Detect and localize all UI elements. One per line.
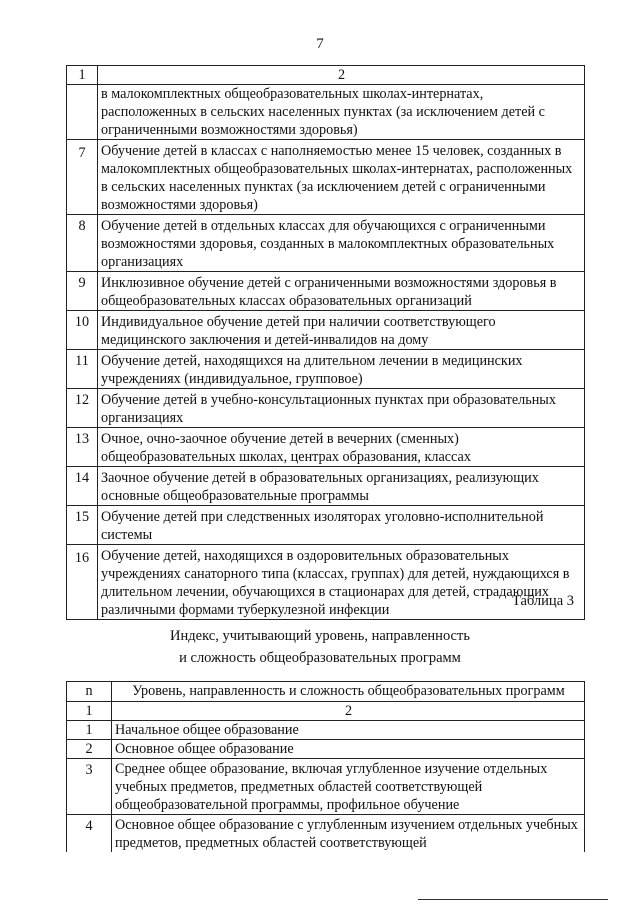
row-text: Обучение детей в учебно-консультационных пунктах при образовательных организациях — [98, 389, 585, 428]
page-number: 7 — [316, 36, 324, 52]
table-label: Таблица 3 — [511, 593, 574, 609]
column-number-2: 2 — [112, 702, 585, 721]
row-number: 15 — [67, 506, 98, 545]
table-title-line: и сложность общеобразовательных программ — [179, 650, 461, 666]
column-number-2: 2 — [98, 66, 585, 85]
row-number: 1 — [67, 721, 112, 740]
row-number: 2 — [67, 740, 112, 759]
table-title — [0, 625, 640, 669]
table-row — [67, 815, 585, 853]
footer-rule — [418, 899, 608, 900]
table-row — [67, 389, 585, 428]
table-header-row — [67, 682, 585, 702]
row-number — [67, 85, 98, 140]
row-number: 7 — [67, 140, 98, 215]
row-text: Обучение детей, находящихся в оздоровительных образовательных учреждениях санаторного типа (классах, группах) для детей, нуждающихся в длительном лечении, обучающихся в стационарах для детей, страдающих различными формами туберкулезной инфекции — [98, 545, 585, 620]
row-number: 4 — [67, 815, 112, 853]
row-text: Инклюзивное обучение детей с ограниченными возможностями здоровья в общеобразовательных классах образовательных организаций — [98, 272, 585, 311]
row-text: Начальное общее образование — [112, 721, 585, 740]
table-row — [67, 721, 585, 740]
table-row — [67, 140, 585, 215]
table-row — [67, 350, 585, 389]
table-title-line: Индекс, учитывающий уровень, направленность — [170, 628, 470, 644]
table-row — [67, 272, 585, 311]
row-text: Основное общее образование с углубленным изучением отдельных учебных предметов, предметных областей соответствующей — [112, 815, 585, 853]
row-number: 14 — [67, 467, 98, 506]
row-number: 10 — [67, 311, 98, 350]
table-row — [67, 506, 585, 545]
row-text: Очное, очно-заочное обучение детей в вечерних (сменных) общеобразовательных школах, центрах образования, классах — [98, 428, 585, 467]
row-number: 3 — [67, 759, 112, 815]
table-row — [67, 545, 585, 620]
table-row — [67, 428, 585, 467]
program-levels-table — [66, 681, 585, 852]
programs-table — [66, 65, 585, 620]
row-number: 8 — [67, 215, 98, 272]
column-numbers-row — [67, 702, 585, 721]
row-text: Среднее общее образование, включая углубленное изучение отдельных учебных предметов, предметных областей соответствующей общеобразовательной программы, профильное обучение — [112, 759, 585, 815]
table-row — [67, 215, 585, 272]
column-number-1: 1 — [67, 66, 98, 85]
row-number: 12 — [67, 389, 98, 428]
table-row — [67, 467, 585, 506]
row-text: Обучение детей в отдельных классах для обучающихся с ограниченными возможностями здоровья, созданных в малокомплектных образовательных организациях — [98, 215, 585, 272]
table-header-row — [67, 66, 585, 85]
table-row — [67, 85, 585, 140]
row-number: 13 — [67, 428, 98, 467]
row-text: Заочное обучение детей в образовательных организациях, реализующих основные общеобразовательные программы — [98, 467, 585, 506]
table-row — [67, 740, 585, 759]
column-number-1: 1 — [67, 702, 112, 721]
table-row — [67, 311, 585, 350]
row-text: Обучение детей, находящихся на длительном лечении в медицинских учреждениях (индивидуальное, групповое) — [98, 350, 585, 389]
row-text: Основное общее образование — [112, 740, 585, 759]
header-n: n — [67, 682, 112, 702]
header-title: Уровень, направленность и сложность общеобразовательных программ — [112, 682, 585, 702]
row-number: 9 — [67, 272, 98, 311]
row-number: 16 — [67, 545, 98, 620]
row-text: в малокомплектных общеобразовательных школах-интернатах, расположенных в сельских населенных пунктах (за исключением детей с ограниченными возможностями здоровья) — [98, 85, 585, 140]
row-text: Индивидуальное обучение детей при наличии соответствующего медицинского заключения и детей-инвалидов на дому — [98, 311, 585, 350]
row-text: Обучение детей в классах с наполняемостью менее 15 человек, созданных в малокомплектных общеобразовательных школах-интернатах, расположенных в сельских населенных пунктах (за исключением детей с ограниченными возможностями здоровья) — [98, 140, 585, 215]
row-number: 11 — [67, 350, 98, 389]
row-text: Обучение детей при следственных изоляторах уголовно-исполнительной системы — [98, 506, 585, 545]
table-row — [67, 759, 585, 815]
